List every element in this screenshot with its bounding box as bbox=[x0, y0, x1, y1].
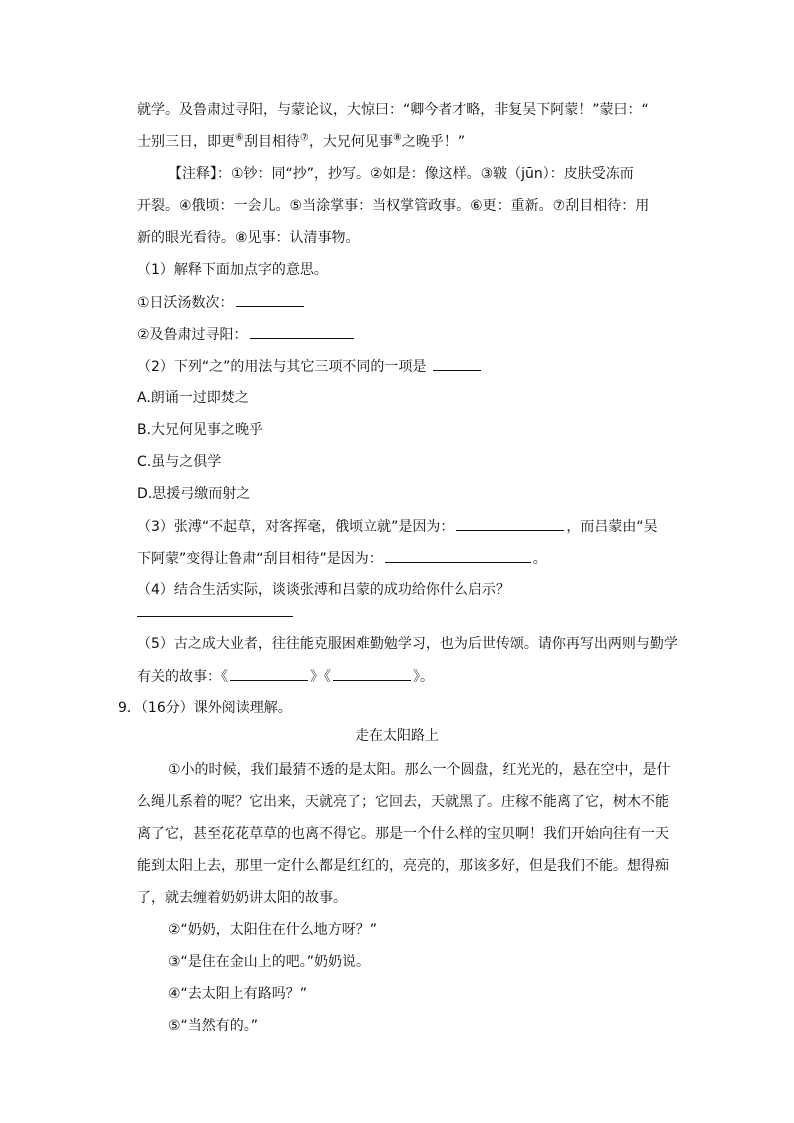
notes-line: 新的眼光看待。⑧见事：认清事物。 bbox=[137, 230, 360, 246]
story-paragraph-line: 了，就去缠着奶奶讲太阳的故事。 bbox=[137, 890, 347, 906]
question-1b bbox=[137, 324, 356, 345]
question-text: （2）下列“之”的用法与其它三项不同的一项是 bbox=[137, 359, 427, 375]
question-text: 有关的故事：《 bbox=[137, 669, 228, 685]
option-a: A.朗诵一过即焚之 bbox=[137, 390, 249, 406]
text-fragment: 士别三日，即更 bbox=[137, 134, 235, 150]
story-paragraph-line: 离了它，甚至花花草草的也离不得它。那是一个什么样的宝贝啊！我们开始向往有一天 bbox=[137, 826, 669, 842]
text-fragment: 之晚乎！” bbox=[401, 134, 466, 150]
text-fragment: ，大兄何见事 bbox=[308, 134, 393, 150]
question-text: 》《 bbox=[310, 669, 331, 685]
option-d: D.思援弓缴而射之 bbox=[137, 486, 251, 502]
answer-blank[interactable] bbox=[385, 548, 531, 563]
answer-blank[interactable] bbox=[230, 666, 308, 681]
story-dialogue: ②“奶奶，太阳住在什么地方呀？” bbox=[168, 922, 378, 938]
answer-blank[interactable] bbox=[250, 324, 354, 339]
question-9-heading: 9．（16分）课外阅读理解。 bbox=[118, 700, 292, 716]
question-text: ，而吕蒙由“吴 bbox=[566, 519, 658, 535]
question-text: ①日沃汤数次： bbox=[137, 295, 234, 311]
question-text: 》。 bbox=[413, 669, 434, 685]
footnote-marker: ⑦ bbox=[299, 132, 309, 144]
question-text: 。 bbox=[532, 551, 547, 567]
question-4: （4）结合生活实际，谈谈张溥和吕蒙的成功给你什么启示？ bbox=[137, 582, 510, 598]
answer-blank[interactable] bbox=[456, 516, 564, 531]
notes-line: 开裂。④俄顷：一会儿。⑤当涂掌事：当权掌管政事。⑥更：重新。⑦刮目相待：用 bbox=[137, 198, 650, 214]
notes-line: 【注释】：①钞：同“抄”，抄写。②如是：像这样。③皲（jūn）：皮肤受冻而 bbox=[168, 166, 634, 182]
question-3-cont bbox=[137, 548, 547, 569]
question-text: 下阿蒙”变得让鲁肃“刮目相待”是因为： bbox=[137, 551, 383, 567]
question-1a bbox=[137, 292, 306, 313]
question-5-cont bbox=[137, 666, 434, 687]
story-dialogue: ③“是住在金山上的吧。”奶奶说。 bbox=[168, 954, 371, 970]
footnote-marker: ⑧ bbox=[392, 132, 402, 144]
footnote-marker: ⑥ bbox=[235, 132, 244, 144]
story-paragraph-line: 么绳儿系着的呢？它出来，天就亮了；它回去，天就黑了。庄稼不能离了它，树木不能 bbox=[137, 794, 669, 810]
answer-line[interactable] bbox=[137, 616, 293, 617]
passage-line: 就学。及鲁肃过寻阳，与蒙论议，大惊曰：“卿今者才略，非复吴下阿蒙！”蒙曰：“ bbox=[137, 102, 649, 118]
story-title: 走在太阳路上 bbox=[355, 728, 439, 744]
question-5: （5）古之成大业者，往往能克服困难勤勉学习，也为后世传颂。请你再写出两则与勤学 bbox=[137, 636, 678, 652]
passage-line bbox=[137, 132, 465, 152]
question-3 bbox=[137, 516, 658, 537]
question-text: ②及鲁肃过寻阳： bbox=[137, 327, 248, 343]
answer-blank[interactable] bbox=[236, 292, 304, 307]
story-paragraph-line: 能到太阳上去，那里一定什么都是红红的，亮亮的，那该多好，但是我们不能。想得痴 bbox=[137, 858, 669, 874]
question-text: （3）张溥“不起草，对客挥毫，俄顷立就”是因为： bbox=[137, 519, 455, 535]
option-b: B.大兄何见事之晚乎 bbox=[137, 422, 264, 438]
story-dialogue: ④“去太阳上有路吗？” bbox=[168, 986, 308, 1002]
question-2 bbox=[137, 356, 483, 377]
question-1: （1）解释下面加点字的意思。 bbox=[137, 262, 328, 278]
story-paragraph-line: ①小的时候，我们最猜不透的是太阳。那么一个圆盘，红光光的，悬在空中，是什 bbox=[168, 762, 671, 778]
answer-blank[interactable] bbox=[433, 356, 481, 371]
answer-blank[interactable] bbox=[333, 666, 411, 681]
option-c: C.虽与之俱学 bbox=[137, 454, 222, 470]
story-dialogue: ⑤“当然有的。” bbox=[168, 1018, 259, 1034]
text-fragment: 刮目相待 bbox=[243, 134, 300, 150]
